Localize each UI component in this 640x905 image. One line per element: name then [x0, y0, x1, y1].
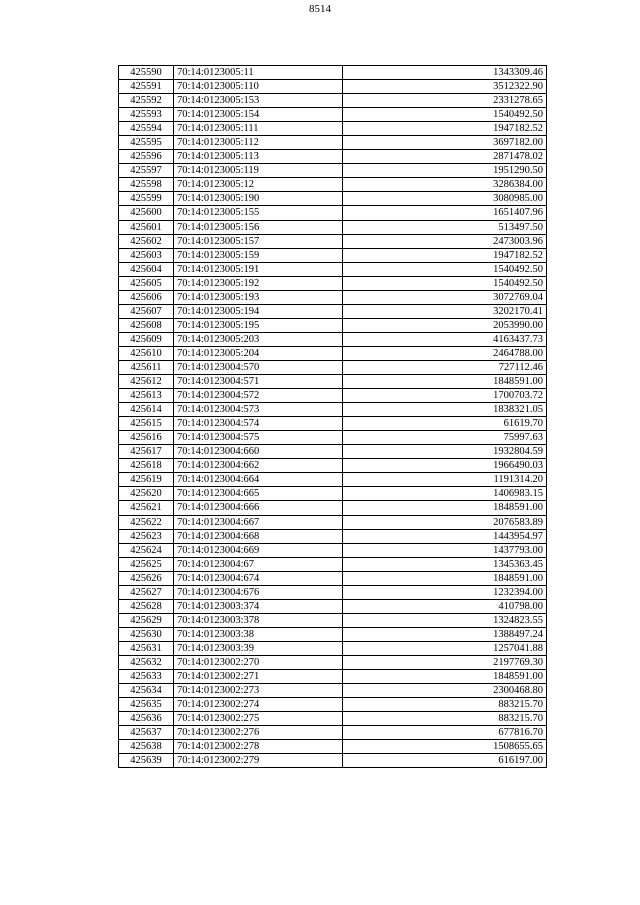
cadastral-number-cell: 70:14:0123005:194	[174, 304, 343, 318]
table-row	[119, 684, 547, 698]
cadastral-number-cell: 70:14:0123005:193	[174, 290, 343, 304]
cadastral-number-cell: 70:14:0123005:190	[174, 192, 343, 206]
row-number-cell: 425604	[119, 262, 174, 276]
cadastral-value-cell: 2076583.89	[343, 515, 547, 529]
cadastral-value-cell: 410798.00	[343, 599, 547, 613]
cadastral-value-cell: 1848591.00	[343, 670, 547, 684]
table-row	[119, 571, 547, 585]
cadastral-number-cell: 70:14:0123004:668	[174, 529, 343, 543]
table-row	[119, 66, 547, 80]
cadastral-number-cell: 70:14:0123005:155	[174, 206, 343, 220]
row-number-cell: 425602	[119, 234, 174, 248]
table-row	[119, 529, 547, 543]
table-row	[119, 262, 547, 276]
cadastral-value-cell: 513497.50	[343, 220, 547, 234]
table-row	[119, 122, 547, 136]
cadastral-number-cell: 70:14:0123005:12	[174, 178, 343, 192]
cadastral-number-cell: 70:14:0123003:378	[174, 613, 343, 627]
table-row	[119, 192, 547, 206]
cadastral-number-cell: 70:14:0123005:153	[174, 94, 343, 108]
row-number-cell: 425601	[119, 220, 174, 234]
cadastral-value-cell: 1508655.65	[343, 740, 547, 754]
cadastral-value-cell: 1191314.20	[343, 473, 547, 487]
cadastral-value-cell: 4163437.73	[343, 332, 547, 346]
cadastral-value-cell: 1232394.00	[343, 585, 547, 599]
cadastral-value-cell: 2331278.65	[343, 94, 547, 108]
cadastral-value-cell: 1848591.00	[343, 501, 547, 515]
cadastral-number-cell: 70:14:0123002:278	[174, 740, 343, 754]
row-number-cell: 425630	[119, 627, 174, 641]
table-row	[119, 417, 547, 431]
row-number-cell: 425595	[119, 136, 174, 150]
cadastral-value-cell: 1848591.00	[343, 375, 547, 389]
cadastral-number-cell: 70:14:0123002:275	[174, 712, 343, 726]
table-row	[119, 585, 547, 599]
table-row	[119, 740, 547, 754]
row-number-cell: 425618	[119, 459, 174, 473]
cadastral-value-cell: 1947182.52	[343, 248, 547, 262]
cadastral-value-cell: 1388497.24	[343, 627, 547, 641]
cadastral-value-cell: 1406983.15	[343, 487, 547, 501]
cadastral-number-cell: 70:14:0123002:273	[174, 684, 343, 698]
table-row	[119, 360, 547, 374]
cadastral-number-cell: 70:14:0123005:11	[174, 66, 343, 80]
cadastral-value-cell: 1838321.05	[343, 403, 547, 417]
cadastral-value-cell: 1540492.50	[343, 262, 547, 276]
table-row	[119, 599, 547, 613]
cadastral-number-cell: 70:14:0123005:157	[174, 234, 343, 248]
cadastral-value-cell: 1437793.00	[343, 543, 547, 557]
cadastral-value-cell: 2473003.96	[343, 234, 547, 248]
table-row	[119, 726, 547, 740]
cadastral-number-cell: 70:14:0123005:154	[174, 108, 343, 122]
table-row	[119, 501, 547, 515]
cadastral-value-cell: 1343309.46	[343, 66, 547, 80]
cadastral-number-cell: 70:14:0123003:39	[174, 641, 343, 655]
cadastral-value-cell: 1947182.52	[343, 122, 547, 136]
cadastral-value-cell: 1443954.97	[343, 529, 547, 543]
cadastral-number-cell: 70:14:0123004:570	[174, 360, 343, 374]
cadastral-value-cell: 727112.46	[343, 360, 547, 374]
table-row	[119, 389, 547, 403]
cadastral-value-cell: 61619.70	[343, 417, 547, 431]
cadastral-value-cell: 3080985.00	[343, 192, 547, 206]
cadastral-number-cell: 70:14:0123004:662	[174, 459, 343, 473]
cadastral-value-cell: 1324823.55	[343, 613, 547, 627]
table-row	[119, 712, 547, 726]
table-row	[119, 459, 547, 473]
cadastral-number-cell: 70:14:0123005:191	[174, 262, 343, 276]
row-number-cell: 425609	[119, 332, 174, 346]
table-row	[119, 431, 547, 445]
cadastral-number-cell: 70:14:0123002:279	[174, 754, 343, 768]
table-row	[119, 754, 547, 768]
row-number-cell: 425624	[119, 543, 174, 557]
row-number-cell: 425605	[119, 276, 174, 290]
row-number-cell: 425633	[119, 670, 174, 684]
cadastral-number-cell: 70:14:0123005:113	[174, 150, 343, 164]
cadastral-number-cell: 70:14:0123002:274	[174, 698, 343, 712]
table-row	[119, 318, 547, 332]
table-row	[119, 178, 547, 192]
cadastral-value-cell: 2871478.02	[343, 150, 547, 164]
cadastral-value-cell: 3286384.00	[343, 178, 547, 192]
cadastral-value-cell: 883215.70	[343, 698, 547, 712]
cadastral-number-cell: 70:14:0123003:38	[174, 627, 343, 641]
cadastral-number-cell: 70:14:0123002:276	[174, 726, 343, 740]
cadastral-value-cell: 1848591.00	[343, 571, 547, 585]
row-number-cell: 425637	[119, 726, 174, 740]
row-number-cell: 425629	[119, 613, 174, 627]
row-number-cell: 425625	[119, 557, 174, 571]
row-number-cell: 425614	[119, 403, 174, 417]
cadastral-number-cell: 70:14:0123005:159	[174, 248, 343, 262]
table-row	[119, 557, 547, 571]
cadastral-number-cell: 70:14:0123003:374	[174, 599, 343, 613]
table-row	[119, 108, 547, 122]
cadastral-value-cell: 1540492.50	[343, 108, 547, 122]
cadastral-value-cell: 1966490.03	[343, 459, 547, 473]
row-number-cell: 425591	[119, 80, 174, 94]
cadastral-number-cell: 70:14:0123004:660	[174, 445, 343, 459]
cadastral-number-cell: 70:14:0123004:674	[174, 571, 343, 585]
row-number-cell: 425592	[119, 94, 174, 108]
cadastral-value-cell: 2053990.00	[343, 318, 547, 332]
cadastral-number-cell: 70:14:0123004:664	[174, 473, 343, 487]
cadastral-number-cell: 70:14:0123004:665	[174, 487, 343, 501]
row-number-cell: 425598	[119, 178, 174, 192]
cadastral-number-cell: 70:14:0123002:271	[174, 670, 343, 684]
row-number-cell: 425596	[119, 150, 174, 164]
cadastral-value-cell: 3697182.00	[343, 136, 547, 150]
table-row	[119, 515, 547, 529]
cadastral-number-cell: 70:14:0123002:270	[174, 655, 343, 669]
cadastral-value-cell: 1951290.50	[343, 164, 547, 178]
cadastral-value-cell: 2197769.30	[343, 655, 547, 669]
cadastral-value-cell: 677816.70	[343, 726, 547, 740]
table-row	[119, 375, 547, 389]
cadastral-number-cell: 70:14:0123005:192	[174, 276, 343, 290]
row-number-cell: 425616	[119, 431, 174, 445]
row-number-cell: 425590	[119, 66, 174, 80]
table-row	[119, 220, 547, 234]
cadastral-number-cell: 70:14:0123005:195	[174, 318, 343, 332]
row-number-cell: 425622	[119, 515, 174, 529]
row-number-cell: 425627	[119, 585, 174, 599]
cadastral-number-cell: 70:14:0123004:67	[174, 557, 343, 571]
row-number-cell: 425603	[119, 248, 174, 262]
row-number-cell: 425636	[119, 712, 174, 726]
cadastral-value-cell: 1345363.45	[343, 557, 547, 571]
cadastral-value-cell: 883215.70	[343, 712, 547, 726]
cadastral-value-cell: 1540492.50	[343, 276, 547, 290]
cadastral-number-cell: 70:14:0123004:667	[174, 515, 343, 529]
table-row	[119, 248, 547, 262]
row-number-cell: 425613	[119, 389, 174, 403]
table-row	[119, 473, 547, 487]
row-number-cell: 425608	[119, 318, 174, 332]
table-row	[119, 290, 547, 304]
row-number-cell: 425621	[119, 501, 174, 515]
cadastral-number-cell: 70:14:0123005:111	[174, 122, 343, 136]
cadastral-number-cell: 70:14:0123004:575	[174, 431, 343, 445]
row-number-cell: 425632	[119, 655, 174, 669]
row-number-cell: 425600	[119, 206, 174, 220]
cadastral-number-cell: 70:14:0123004:676	[174, 585, 343, 599]
cadastral-value-cell: 2464788.00	[343, 346, 547, 360]
row-number-cell: 425594	[119, 122, 174, 136]
row-number-cell: 425612	[119, 375, 174, 389]
cadastral-number-cell: 70:14:0123005:112	[174, 136, 343, 150]
row-number-cell: 425635	[119, 698, 174, 712]
table-row	[119, 670, 547, 684]
page-number: 8514	[309, 3, 331, 15]
cadastral-value-table	[118, 65, 547, 768]
cadastral-number-cell: 70:14:0123004:574	[174, 417, 343, 431]
cadastral-number-cell: 70:14:0123004:669	[174, 543, 343, 557]
table-row	[119, 655, 547, 669]
row-number-cell: 425615	[119, 417, 174, 431]
cadastral-value-cell: 1651407.96	[343, 206, 547, 220]
row-number-cell: 425619	[119, 473, 174, 487]
table-row	[119, 627, 547, 641]
cadastral-number-cell: 70:14:0123005:204	[174, 346, 343, 360]
cadastral-value-cell: 75997.63	[343, 431, 547, 445]
cadastral-number-cell: 70:14:0123004:573	[174, 403, 343, 417]
cadastral-value-cell: 3202170.41	[343, 304, 547, 318]
cadastral-number-cell: 70:14:0123004:571	[174, 375, 343, 389]
cadastral-value-cell: 616197.00	[343, 754, 547, 768]
row-number-cell: 425628	[119, 599, 174, 613]
cadastral-number-cell: 70:14:0123005:119	[174, 164, 343, 178]
table-body	[119, 66, 547, 768]
row-number-cell: 425617	[119, 445, 174, 459]
cadastral-value-cell: 3072769.04	[343, 290, 547, 304]
table-row	[119, 698, 547, 712]
table-row	[119, 487, 547, 501]
row-number-cell: 425607	[119, 304, 174, 318]
row-number-cell: 425611	[119, 360, 174, 374]
table-row	[119, 304, 547, 318]
table-row	[119, 164, 547, 178]
row-number-cell: 425638	[119, 740, 174, 754]
table-row	[119, 543, 547, 557]
table-row	[119, 136, 547, 150]
cadastral-number-cell: 70:14:0123005:203	[174, 332, 343, 346]
cadastral-number-cell: 70:14:0123004:666	[174, 501, 343, 515]
cadastral-number-cell: 70:14:0123005:156	[174, 220, 343, 234]
cadastral-value-cell: 1257041.88	[343, 641, 547, 655]
row-number-cell: 425606	[119, 290, 174, 304]
row-number-cell: 425631	[119, 641, 174, 655]
table-row	[119, 206, 547, 220]
cadastral-value-cell: 3512322.90	[343, 80, 547, 94]
table-row	[119, 332, 547, 346]
table-row	[119, 641, 547, 655]
row-number-cell: 425634	[119, 684, 174, 698]
row-number-cell: 425610	[119, 346, 174, 360]
cadastral-number-cell: 70:14:0123004:572	[174, 389, 343, 403]
table-row	[119, 613, 547, 627]
row-number-cell: 425623	[119, 529, 174, 543]
table-row	[119, 150, 547, 164]
row-number-cell: 425597	[119, 164, 174, 178]
table-row	[119, 445, 547, 459]
row-number-cell: 425620	[119, 487, 174, 501]
table-row	[119, 234, 547, 248]
row-number-cell: 425639	[119, 754, 174, 768]
row-number-cell: 425599	[119, 192, 174, 206]
row-number-cell: 425593	[119, 108, 174, 122]
table-row	[119, 94, 547, 108]
cadastral-value-cell: 1700703.72	[343, 389, 547, 403]
cadastral-value-cell: 2300468.80	[343, 684, 547, 698]
cadastral-value-cell: 1932804.59	[343, 445, 547, 459]
table-row	[119, 80, 547, 94]
table-row	[119, 346, 547, 360]
row-number-cell: 425626	[119, 571, 174, 585]
cadastral-number-cell: 70:14:0123005:110	[174, 80, 343, 94]
table-row	[119, 403, 547, 417]
table-row	[119, 276, 547, 290]
